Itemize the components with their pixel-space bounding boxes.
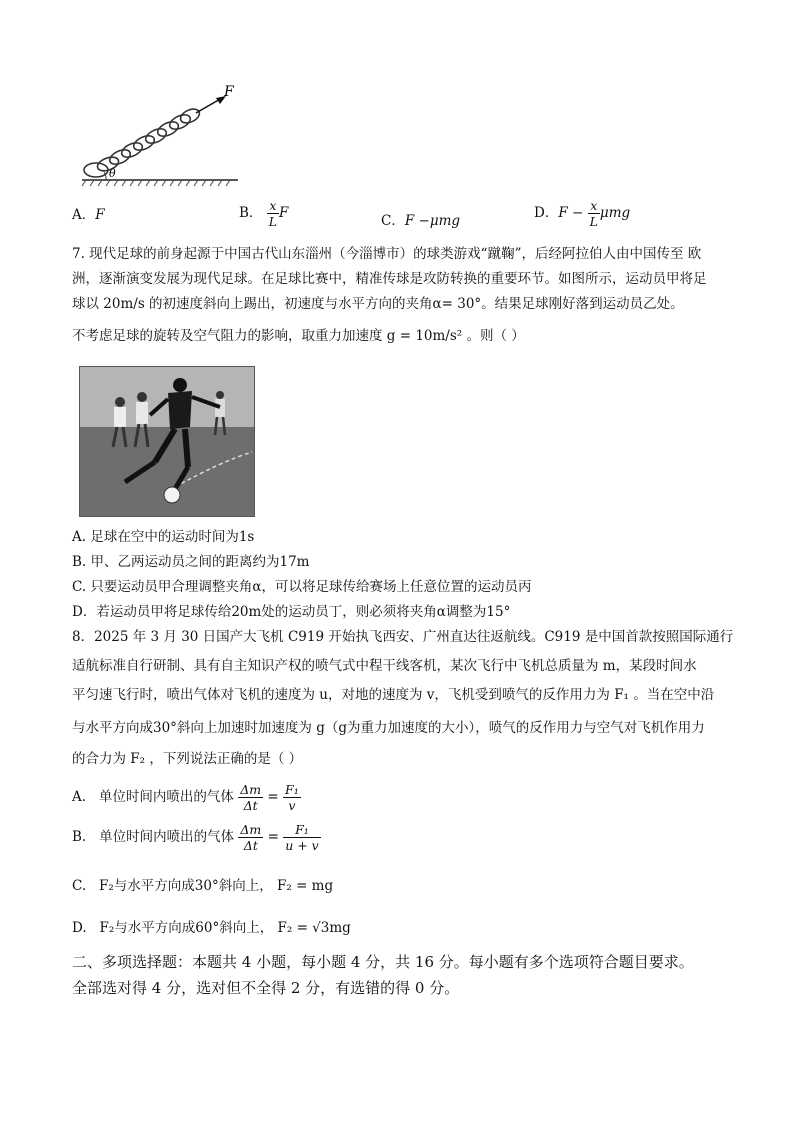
q7-stem-line3: 球以 20m/s 的初速度斜向上踢出，初速度与水平方向的夹角α= 30°。结果足球刚好落到运动员乙处。 xyxy=(72,296,684,312)
rope-chain xyxy=(84,106,202,177)
q7-stem-line1: 7. 现代足球的前身起源于中国古代山东淄州（今淄博市）的球类游戏“蹴鞠”，后经阿拉伯人由中国传至 欧 xyxy=(72,246,702,262)
ground-hatching xyxy=(82,180,230,186)
q8-stem-line5: 的合力为 F₂ ，下列说法正确的是（ ） xyxy=(72,751,303,767)
football-photo xyxy=(79,366,255,517)
q8-stem-line4: 与水平方向成30°斜向上加速时加速度为 g（g为重力加速度的大小），喷气的反作用力与空气对飞机作用力 xyxy=(72,720,705,736)
q8-stem-line3: 平匀速飞行时，喷出气体对飞机的速度为 u，对地的速度为 v，飞机受到喷气的反作用力为 F₁ 。当在空中沿 xyxy=(72,687,715,703)
q6-option-d: D．F − $\frac{x}{L}$ μmg xyxy=(534,198,631,229)
q6-option-b: B． $\frac{x}{L}$ F xyxy=(239,198,289,229)
q8-stem-line1: 8．2025 年 3 月 30 日国产大飞机 C919 开始执飞西安、广州直达往返航线。C919 是中国首款按照国际通行 xyxy=(72,629,734,645)
q7-option-b: B. 甲、乙两运动员之间的距离约为17m xyxy=(72,554,310,570)
q8-stem-line2: 适航标准自行研制、具有自主知识产权的喷气式中程干线客机，某次飞行中飞机总质量为 m，某段时间水 xyxy=(72,658,697,674)
section2-heading-line2: 全部选对得 4 分，选对但不全得 2 分，有选错的得 0 分。 xyxy=(72,979,460,997)
q6-option-c: C．F −μmg xyxy=(381,213,461,229)
q8-option-a: A. 单位时间内喷出的气体 $\frac{\Delta m}{\Delta t}$ = $\frac{\text{F₁}}{v}$ xyxy=(72,782,299,813)
section2-heading-line1: 二、多项选择题：本题共 4 小题，每小题 4 分，共 16 分。每小题有多个选项符合题目要求。 xyxy=(72,953,694,971)
q7-option-d: D．若运动员甲将足球传给20m处的运动员丁，则必须将夹角α调整为15° xyxy=(72,604,511,620)
q7-stem-line4: 不考虑足球的旋转及空气阻力的影响，取重力加速度 g = 10m/s² 。则（ ） xyxy=(72,328,525,344)
q7-stem-line2: 洲，逐渐演变发展为现代足球。在足球比赛中，精准传球是攻防转换的重要环节。如图所示，运动员甲将足 xyxy=(72,271,707,287)
q8-option-b: B. 单位时间内喷出的气体 $\frac{\Delta m}{\Delta t}$ = $\frac{\text{F₁}}{u + v}$ xyxy=(72,822,319,853)
q7-option-a: A. 足球在空中的运动时间为1s xyxy=(72,529,255,545)
incline-figure xyxy=(78,82,248,187)
q7-option-c: C. 只要运动员甲合理调整夹角α，可以将足球传给赛场上任意位置的运动员丙 xyxy=(72,579,532,595)
force-label: F xyxy=(224,84,234,100)
football-scene-image xyxy=(80,367,254,516)
q8-option-c: C. F₂与水平方向成30°斜向上， F₂ = mg xyxy=(72,878,334,894)
angle-label: θ xyxy=(109,167,116,180)
q6-option-a: A．F xyxy=(72,207,105,223)
q8-option-d: D. F₂与水平方向成60°斜向上， F₂ = √3mg xyxy=(72,920,351,936)
